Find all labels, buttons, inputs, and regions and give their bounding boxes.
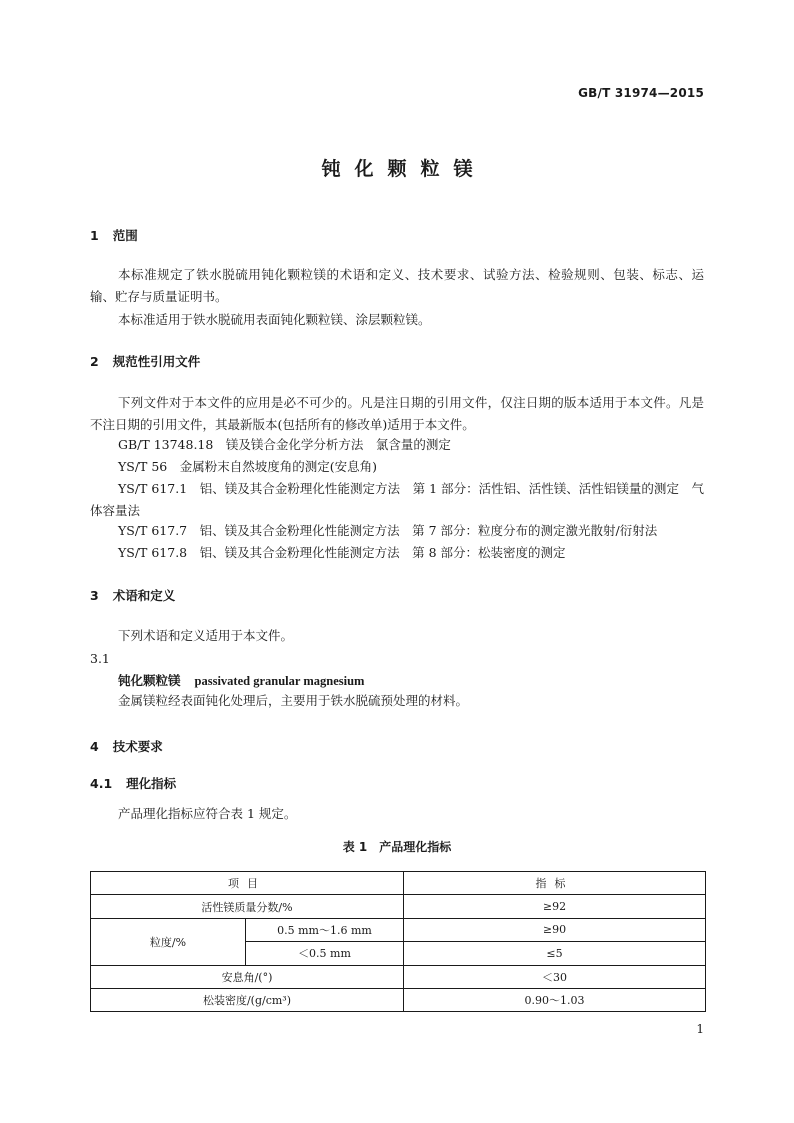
section-3-heading — [90, 586, 175, 604]
section-number: 2 — [90, 354, 99, 369]
subsection-4-1-heading — [90, 774, 176, 792]
scope-applicability: 本标准适用于铁水脱硫用表面钝化颗粒镁、涂层颗粒镁。 — [118, 312, 431, 327]
row-value: ≥90 — [404, 918, 706, 941]
term-chinese: 钝化颗粒镁 — [118, 673, 181, 688]
subsection-title: 理化指标 — [126, 776, 177, 791]
table-row — [91, 988, 706, 1011]
row-value: 0.90～1.03 — [404, 988, 706, 1011]
table-caption-number: 表 1 — [342, 840, 368, 854]
header-item: 项目 — [91, 872, 404, 895]
row-value: ≥92 — [404, 895, 706, 918]
row-label: 活性镁质量分数/% — [91, 895, 404, 918]
section-2-heading — [90, 352, 200, 370]
term-number: 3.1 — [90, 651, 110, 666]
reference-item: YS/T 617.1 铝、镁及其合金粉理化性能测定方法 第 1 部分：活性铝、活性镁、活性铝镁量的测定 气体容量法 — [90, 481, 704, 518]
row-label: 松装密度/(g/cm³) — [91, 988, 404, 1011]
section-1-heading — [90, 226, 138, 244]
table-row — [91, 895, 706, 918]
section-number: 3 — [90, 588, 99, 603]
section-title: 术语和定义 — [112, 588, 176, 603]
section-number: 4 — [90, 739, 99, 754]
section-title: 范围 — [112, 228, 138, 243]
section-title: 规范性引用文件 — [112, 354, 201, 369]
subsection-number: 4.1 — [90, 776, 113, 791]
scope-paragraph: 本标准规定了铁水脱硫用钝化颗粒镁的术语和定义、技术要求、试验方法、检验规则、包装、标志、运输、贮存与质量证明书。 — [90, 267, 704, 304]
table-reference-text: 产品理化指标应符合表 1 规定。 — [118, 806, 297, 821]
table-caption-title: 产品理化指标 — [379, 840, 452, 854]
term-entry — [118, 671, 364, 689]
terms-intro: 下列术语和定义适用于本文件。 — [118, 628, 294, 643]
reference-item: GB/T 13748.18 镁及镁合金化学分析方法 氯含量的测定 — [118, 437, 451, 452]
term-definition: 金属镁粒经表面钝化处理后，主要用于铁水脱硫预处理的材料。 — [118, 693, 469, 708]
section-number: 1 — [90, 228, 99, 243]
properties-table — [90, 871, 706, 1012]
table-row — [91, 918, 706, 941]
section-4-heading — [90, 737, 163, 755]
row-value: ＜30 — [404, 965, 706, 988]
document-title: 钝化颗粒镁 — [321, 158, 487, 180]
standard-code: GB/T 31974—2015 — [578, 86, 704, 100]
header-value: 指标 — [404, 872, 706, 895]
row-sublabel: ＜0.5 mm — [246, 942, 404, 965]
section-title: 技术要求 — [112, 739, 163, 754]
table-row — [91, 965, 706, 988]
row-value: ≤5 — [404, 942, 706, 965]
reference-item: YS/T 56 金属粉末自然坡度角的测定(安息角) — [118, 459, 377, 474]
reference-item: YS/T 617.7 铝、镁及其合金粉理化性能测定方法 第 7 部分：粒度分布的测定激光散射/衍射法 — [118, 523, 658, 538]
row-label: 安息角/(°) — [91, 965, 404, 988]
row-label: 粒度/% — [91, 918, 246, 965]
table-header-row — [91, 872, 706, 895]
reference-item: YS/T 617.8 铝、镁及其合金粉理化性能测定方法 第 8 部分：松装密度的测定 — [118, 545, 566, 560]
normative-intro: 下列文件对于本文件的应用是必不可少的。凡是注日期的引用文件，仅注日期的版本适用于本文件。凡是不注日期的引用文件，其最新版本(包括所有的修改单)适用于本文件。 — [90, 395, 704, 432]
table-caption — [0, 838, 794, 855]
term-english: passivated granular magnesium — [194, 674, 365, 688]
row-sublabel: 0.5 mm～1.6 mm — [246, 918, 404, 941]
page-number: 1 — [696, 1022, 704, 1036]
